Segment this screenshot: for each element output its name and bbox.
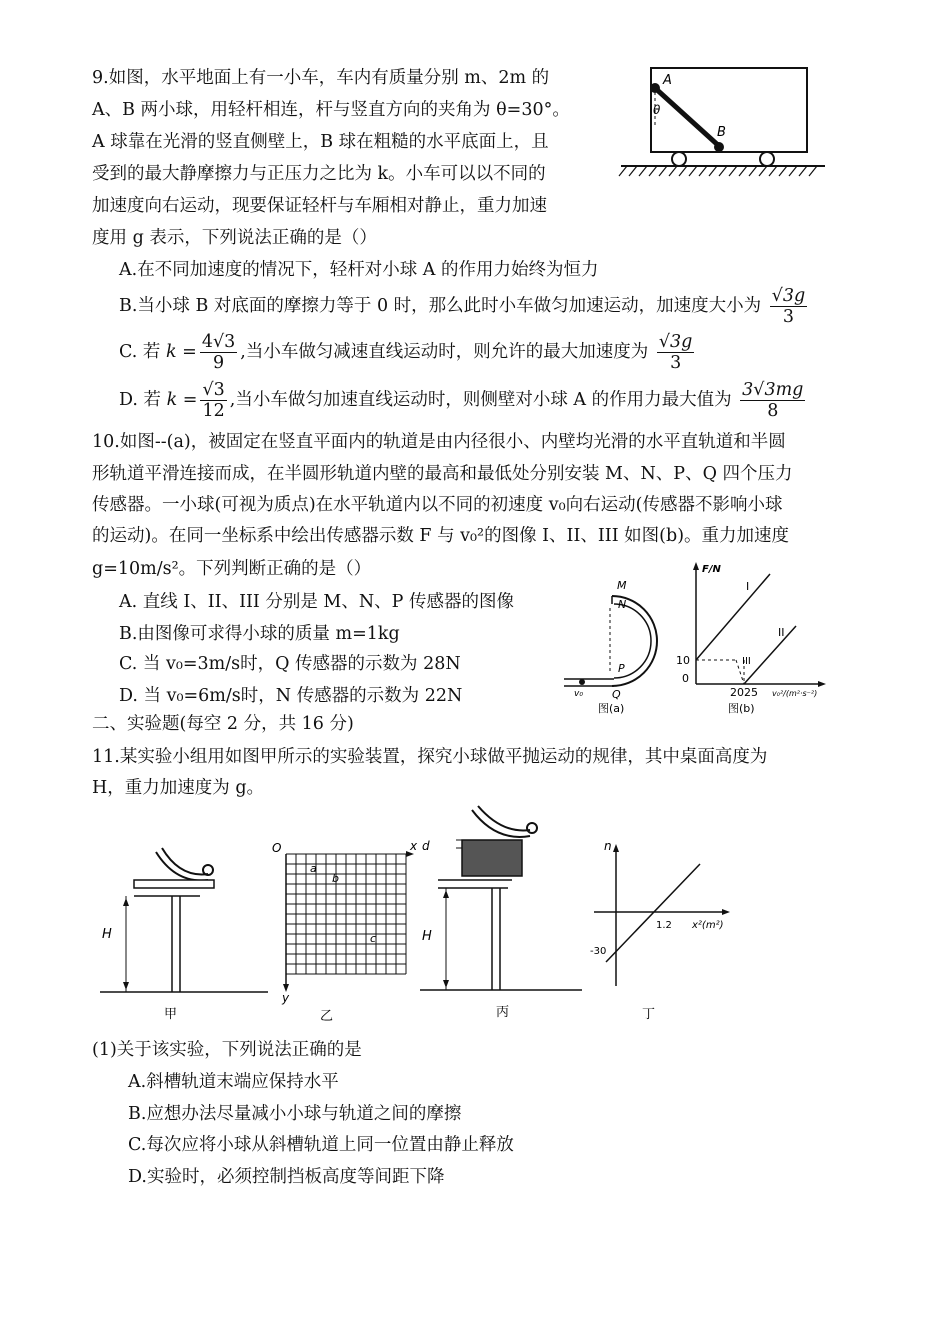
figure-a-caption: 图(a) <box>598 702 625 714</box>
q9-d-kden: 12 <box>202 401 225 421</box>
q9-stem-line-2: A、B 两小球，用轻杆相连，杆与竖直方向的夹角为 θ=30°。 <box>92 100 570 120</box>
q10-figure-a <box>560 574 670 714</box>
label-a: A <box>663 73 672 88</box>
q11-figure-bing <box>416 800 596 1022</box>
q9-stem-line-4: 受到的最大静摩擦力与正压力之比为 k。小车可以以不同的 <box>92 164 546 184</box>
q9-stem-line-5: 加速度向右运动，现要保证轻杆与车厢相对静止，重力加速 <box>92 196 547 216</box>
label-x: x <box>410 839 418 853</box>
label-b: B <box>717 125 726 140</box>
line-i-label: I <box>746 580 750 593</box>
label-n: n <box>604 839 612 853</box>
q10-stem-line-1: 10.如图--(a)，被固定在竖直平面内的轨道是由内径很小、内壁均光滑的水平直轨道和半圆 <box>92 432 786 452</box>
q11-figure-yi <box>270 834 420 1022</box>
q9-d-knum: √3 <box>202 380 225 400</box>
figure-ding-caption: 丁 <box>642 1007 656 1022</box>
q9-c-num: √3g <box>658 332 693 352</box>
q10-option-d: D. 当 v₀=6m/s时，N 传感器的示数为 22N <box>119 686 463 706</box>
q9-option-b-text: B.当小球 B 对底面的摩擦力等于 0 时，那么此时小车做匀加速运动，加速度大小为 <box>119 296 762 316</box>
q11-option-b: B.应想办法尽量减小小球与轨道之间的摩擦 <box>128 1104 462 1124</box>
label-p: P <box>618 662 625 675</box>
label-o: O <box>272 841 282 855</box>
label-a: a <box>310 862 317 875</box>
q10-stem-line-5: g=10m/s²。下列判断正确的是（） <box>92 559 372 579</box>
q9-c-mid: ,当小车做匀减速直线运动时，则允许的最大加速度为 <box>240 342 649 362</box>
q9-d-pre: D. 若 <box>119 390 162 410</box>
q9-cart-figure <box>615 62 830 180</box>
q9-c-den: 3 <box>670 353 682 373</box>
tick-minus-30: -30 <box>590 946 607 957</box>
label-d: d <box>422 839 430 853</box>
q9-d-den: 8 <box>767 401 779 421</box>
q11-stem-line-2: H，重力加速度为 g。 <box>92 778 265 798</box>
q9-c-k: k = <box>165 342 197 362</box>
q9-c-pre: C. 若 <box>119 342 161 362</box>
figure-bing-caption: 丙 <box>496 1005 510 1020</box>
q9-stem-line-6: 度用 g 表示，下列说法正确的是（） <box>92 228 377 248</box>
q10-option-b: B.由图像可求得小球的质量 m=1kg <box>119 624 400 644</box>
q11-option-a: A.斜槽轨道末端应保持水平 <box>128 1072 339 1092</box>
label-n: N <box>618 598 627 611</box>
figure-yi-caption: 乙 <box>320 1009 334 1022</box>
label-v0: v₀ <box>574 689 583 699</box>
q9-b-den: 3 <box>782 307 795 327</box>
q10-stem-line-4: 的运动)。在同一坐标系中绘出传感器示数 F 与 v₀²的图像 I、II、III 如图(b)。重力加速度 <box>92 526 790 546</box>
q10-option-c: C. 当 v₀=3m/s时，Q 传感器的示数为 28N <box>119 654 461 674</box>
q9-option-c <box>119 328 697 376</box>
q9-stem-line-1: 9.如图，水平地面上有一小车，车内有质量分别 m、2m 的 <box>92 68 550 88</box>
tick-0: 0 <box>682 672 689 685</box>
q9-d-num: 3√3mg <box>742 380 804 400</box>
q9-option-a: A.在不同加速度的情况下，轻杆对小球 A 的作用力始终为恒力 <box>119 260 599 280</box>
figure-jia-caption: 甲 <box>164 1007 178 1022</box>
q9-b-num: √3g <box>771 286 806 306</box>
label-theta: θ <box>653 103 661 117</box>
q11-sub1: (1)关于该实验，下列说法正确的是 <box>92 1040 362 1060</box>
section-2-heading: 二、实验题(每空 2 分，共 16 分) <box>92 714 354 734</box>
q11-figure-jia <box>90 826 270 1022</box>
axis-v0sq-label: v₀²/(m²·s⁻²) <box>772 689 818 698</box>
axis-f-label: F/N <box>702 564 721 575</box>
line-ii-label: II <box>778 626 785 639</box>
q9-c-kden: 9 <box>212 353 225 373</box>
tick-10: 10 <box>676 654 690 667</box>
q10-stem-line-3: 传感器。一小球(可视为质点)在水平轨道内以不同的初速度 v₀向右运动(传感器不影响小球 <box>92 495 783 515</box>
label-x2: x²(m²) <box>692 920 724 931</box>
q9-option-b <box>119 282 810 330</box>
label-h: H <box>422 929 432 944</box>
q9-d-k: k = <box>166 390 198 410</box>
q10-option-a: A. 直线 I、II、III 分别是 M、N、P 传感器的图像 <box>119 592 514 612</box>
q9-c-knum: 4√3 <box>201 332 236 352</box>
line-iii-label: III <box>742 656 751 667</box>
q11-stem-line-1: 11.某实验小组用如图甲所示的实验装置，探究小球做平抛运动的规律，其中桌面高度为 <box>92 747 768 767</box>
q10-figure-b <box>672 560 848 716</box>
label-q: Q <box>612 688 621 701</box>
q11-option-d: D.实验时，必须控制挡板高度等间距下降 <box>128 1167 445 1187</box>
tick-2025: 2025 <box>730 686 758 699</box>
q11-figure-ding <box>586 836 746 1022</box>
label-m: M <box>617 579 627 592</box>
q9-stem-line-3: A 球靠在光滑的竖直侧壁上，B 球在粗糙的水平底面上，且 <box>92 132 549 152</box>
q9-d-mid: ,当小车做匀加速直线运动时，则侧壁对小球 A 的作用力最大值为 <box>229 390 732 410</box>
label-y: y <box>282 991 290 1005</box>
label-h: H <box>102 927 112 942</box>
tick-1-2: 1.2 <box>656 920 672 931</box>
q9-option-d <box>119 376 808 424</box>
figure-b-caption: 图(b) <box>728 702 755 715</box>
label-c: c <box>370 932 377 945</box>
q10-stem-line-2: 形轨道平滑连接而成，在半圆形轨道内壁的最高和最低处分别安装 M、N、P、Q 四个压力 <box>92 464 793 484</box>
label-b: b <box>332 872 339 885</box>
q11-option-c: C.每次应将小球从斜槽轨道上同一位置由静止释放 <box>128 1135 514 1155</box>
